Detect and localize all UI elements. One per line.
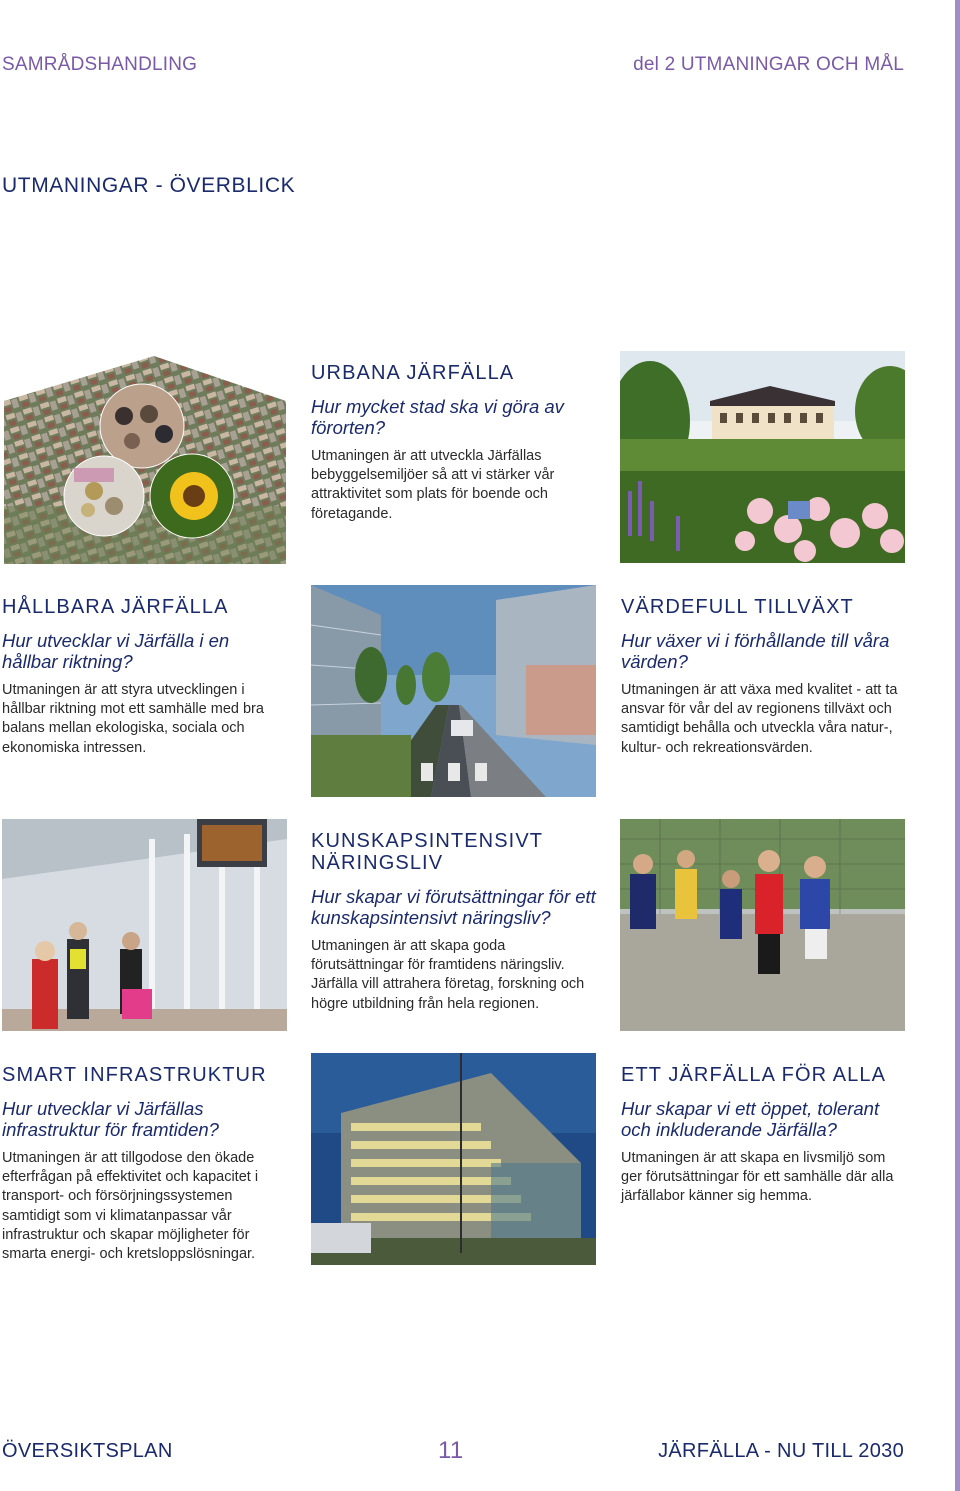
section-urbana <box>311 362 601 524</box>
section-hallbara-question: Hur utvecklar vi Järfälla i en hållbar riktning? <box>2 630 230 672</box>
section-smart-question: Hur utvecklar vi Järfällas infrastruktur för framtiden? <box>2 1098 219 1140</box>
section-hallbara <box>2 596 287 758</box>
page-number: 11 <box>438 1437 464 1464</box>
section-vardefull-title: VÄRDEFULL TILLVÄXT <box>621 596 854 618</box>
section-smart-title: SMART INFRASTRUKTUR <box>2 1064 267 1086</box>
section-alla-question: Hur skapar vi ett öppet, tolerant och inkluderande Järfälla? <box>621 1098 880 1140</box>
section-hallbara-text: Utmaningen är att styra utvecklingen i hållbar riktning mot ett samhälle med bra balans mellan ekologiska, sociala och ekonomiska intressen. <box>2 682 264 756</box>
aerial-collage-image <box>4 356 286 564</box>
header-left: SAMRÅDSHANDLING <box>2 54 198 75</box>
page-title: UTMANINGAR - ÖVERBLICK <box>2 174 296 197</box>
footer-left: ÖVERSIKTSPLAN <box>2 1440 173 1462</box>
section-smart <box>2 1064 287 1264</box>
page-edge-stripe <box>955 0 960 1491</box>
section-hallbara-title: HÅLLBARA JÄRFÄLLA <box>2 596 229 618</box>
section-alla <box>621 1064 906 1207</box>
building-night-rendering-image <box>311 1053 596 1265</box>
children-running-photo <box>620 819 905 1031</box>
station-photo <box>2 819 287 1031</box>
section-vardefull <box>621 596 906 758</box>
section-alla-title: ETT JÄRFÄLLA FÖR ALLA <box>621 1064 887 1086</box>
section-alla-text: Utmaningen är att skapa en livsmiljö som ger förutsättningar för ett samhälle där alla järfällabor känner sig hemma. <box>621 1150 894 1205</box>
street-rendering-image <box>311 585 596 797</box>
section-kunskap-text: Utmaningen är att skapa goda förutsättningar för framtidens näringsliv. Järfälla vill attrahera företag, forskning och högre utbildning från hela regionen. <box>311 938 585 1012</box>
section-urbana-text: Utmaningen är att utveckla Järfällas bebyggelsemiljöer så att vi stärker vår attraktivitet som plats för boende och företagande. <box>311 448 555 522</box>
section-urbana-question: Hur mycket stad ska vi göra av förorten? <box>311 396 564 438</box>
footer-right: JÄRFÄLLA - NU TILL 2030 <box>658 1440 904 1462</box>
section-kunskap-question: Hur skapar vi förutsättningar för ett kunskapsintensivt näringsliv? <box>311 886 596 928</box>
header-right: del 2 UTMANINGAR OCH MÅL <box>633 54 904 75</box>
section-kunskap-title: KUNSKAPSINTENSIVT NÄRINGSLIV <box>311 830 543 874</box>
garden-photo <box>620 351 905 563</box>
section-vardefull-question: Hur växer vi i förhållande till våra värden? <box>621 630 890 672</box>
section-smart-text: Utmaningen är att tillgodose den ökade efterfrågan på effektivitet och kapacitet i transport- och försörjningssystemen samtidigt som vi klimatanpassar vår infrastruktur och skapar möjligheter för smarta energi- och kretsloppslösningar. <box>2 1150 259 1263</box>
section-vardefull-text: Utmaningen är att växa med kvalitet - att ta ansvar för vår del av regionens tillväxt och samtidigt behålla och utveckla våra natur-, kultur- och rekreationsvärden. <box>621 682 898 756</box>
section-urbana-title: URBANA JÄRFÄLLA <box>311 362 515 384</box>
section-kunskap <box>311 830 601 1014</box>
